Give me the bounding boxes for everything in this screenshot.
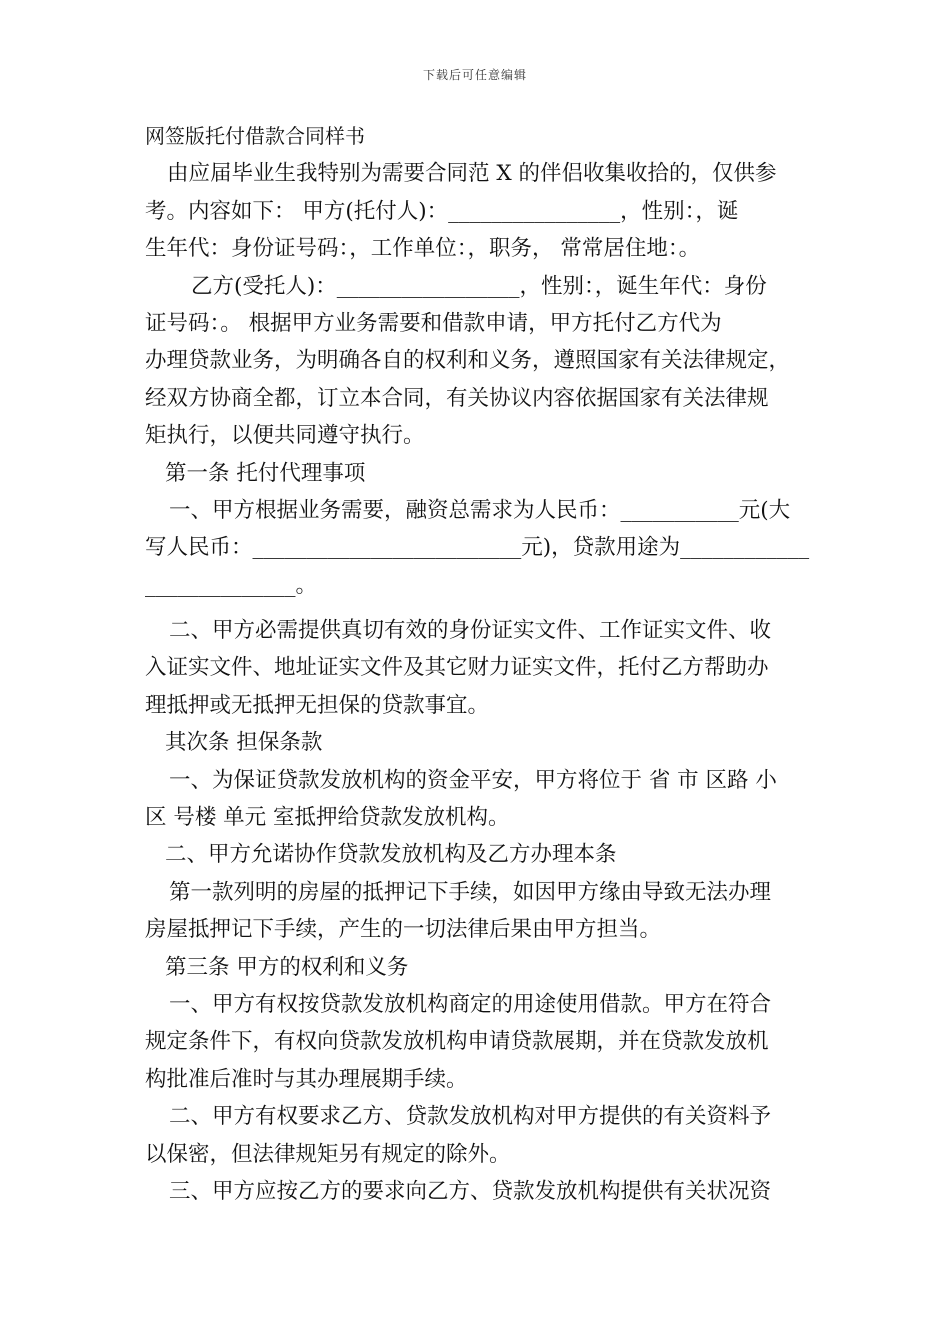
paragraph-line: 二、甲方允诺协作贷款发放机构及乙方办理本条	[165, 842, 617, 868]
paragraph-line: 矩执行，以便共同遵守执行。	[145, 423, 425, 449]
paragraph-line: 经双方协商全都，订立本合同，有关协议内容依据国家有关法律规	[145, 385, 769, 411]
paragraph-line: 一、甲方根据业务需要，融资总需求为人民币：___________元(大	[169, 497, 791, 523]
paragraph-line: 生年代：身份证号码：，工作单位：，职务， 常常居住地：。	[145, 236, 701, 262]
header-note: 下载后可任意编辑	[422, 68, 527, 82]
paragraph-line: 一、甲方有权按贷款发放机构商定的用途使用借款。甲方在符合	[169, 991, 772, 1017]
section-heading: 第一条 托付代理事项	[165, 460, 366, 486]
paragraph-line: 二、甲方有权要求乙方、贷款发放机构对甲方提供的有关资料予	[169, 1104, 772, 1130]
paragraph-line: 二、甲方必需提供真切有效的身份证实文件、工作证实文件、收	[169, 618, 772, 644]
paragraph-line: 由应届毕业生我特别为需要合同范 X 的伴侣收集收拾的，仅供参	[167, 161, 777, 187]
section-heading: 第三条 甲方的权利和义务	[165, 954, 409, 980]
paragraph-line: 三、甲方应按乙方的要求向乙方、贷款发放机构提供有关状况资	[169, 1178, 772, 1204]
paragraph-line: 构批准后准时与其办理展期手续。	[145, 1066, 468, 1092]
paragraph-line: 房屋抵押记下手续，产生的一切法律后果由甲方担当。	[145, 917, 662, 943]
document-body	[145, 118, 815, 1210]
paragraph-line: 入证实文件、地址证实文件及其它财力证实文件，托付乙方帮助办	[145, 655, 769, 681]
paragraph-line: 以保密，但法律规矩另有规定的除外。	[145, 1141, 511, 1167]
section-heading: 其次条 担保条款	[165, 730, 323, 756]
paragraph-line: 证号码：。 根据甲方业务需要和借款申请，甲方托付乙方代为	[145, 310, 722, 336]
paragraph-line: 规定条件下，有权向贷款发放机构申请贷款展期，并在贷款发放机	[145, 1029, 769, 1055]
paragraph-line: 第一款列明的房屋的抵押记下手续，如因甲方缘由导致无法办理	[169, 879, 772, 905]
document-title: 网签版托付借款合同样书	[145, 124, 365, 148]
paragraph-line: 乙方(受托人)：_________________，性别：，诞生年代：身份	[191, 273, 767, 299]
paragraph-line: 理抵押或无抵押无担保的贷款事宜。	[145, 692, 490, 718]
paragraph-line: 区 号楼 单元 室抵押给贷款发放机构。	[145, 805, 510, 831]
paragraph-line: 办理贷款业务，为明确各自的权利和义务，遵照国家有关法律规定，	[145, 348, 791, 374]
paragraph-line: 一、为保证贷款发放机构的资金平安，甲方将位于 省 市 区路 小	[169, 767, 777, 793]
paragraph-line: 考。内容如下： 甲方(托付人)：________________，性别：，诞	[145, 198, 739, 224]
paragraph-line: 写人民币：_________________________元)，贷款用途为____________	[145, 535, 810, 561]
paragraph-gap	[145, 604, 815, 612]
paragraph-line: ______________。	[145, 572, 318, 598]
